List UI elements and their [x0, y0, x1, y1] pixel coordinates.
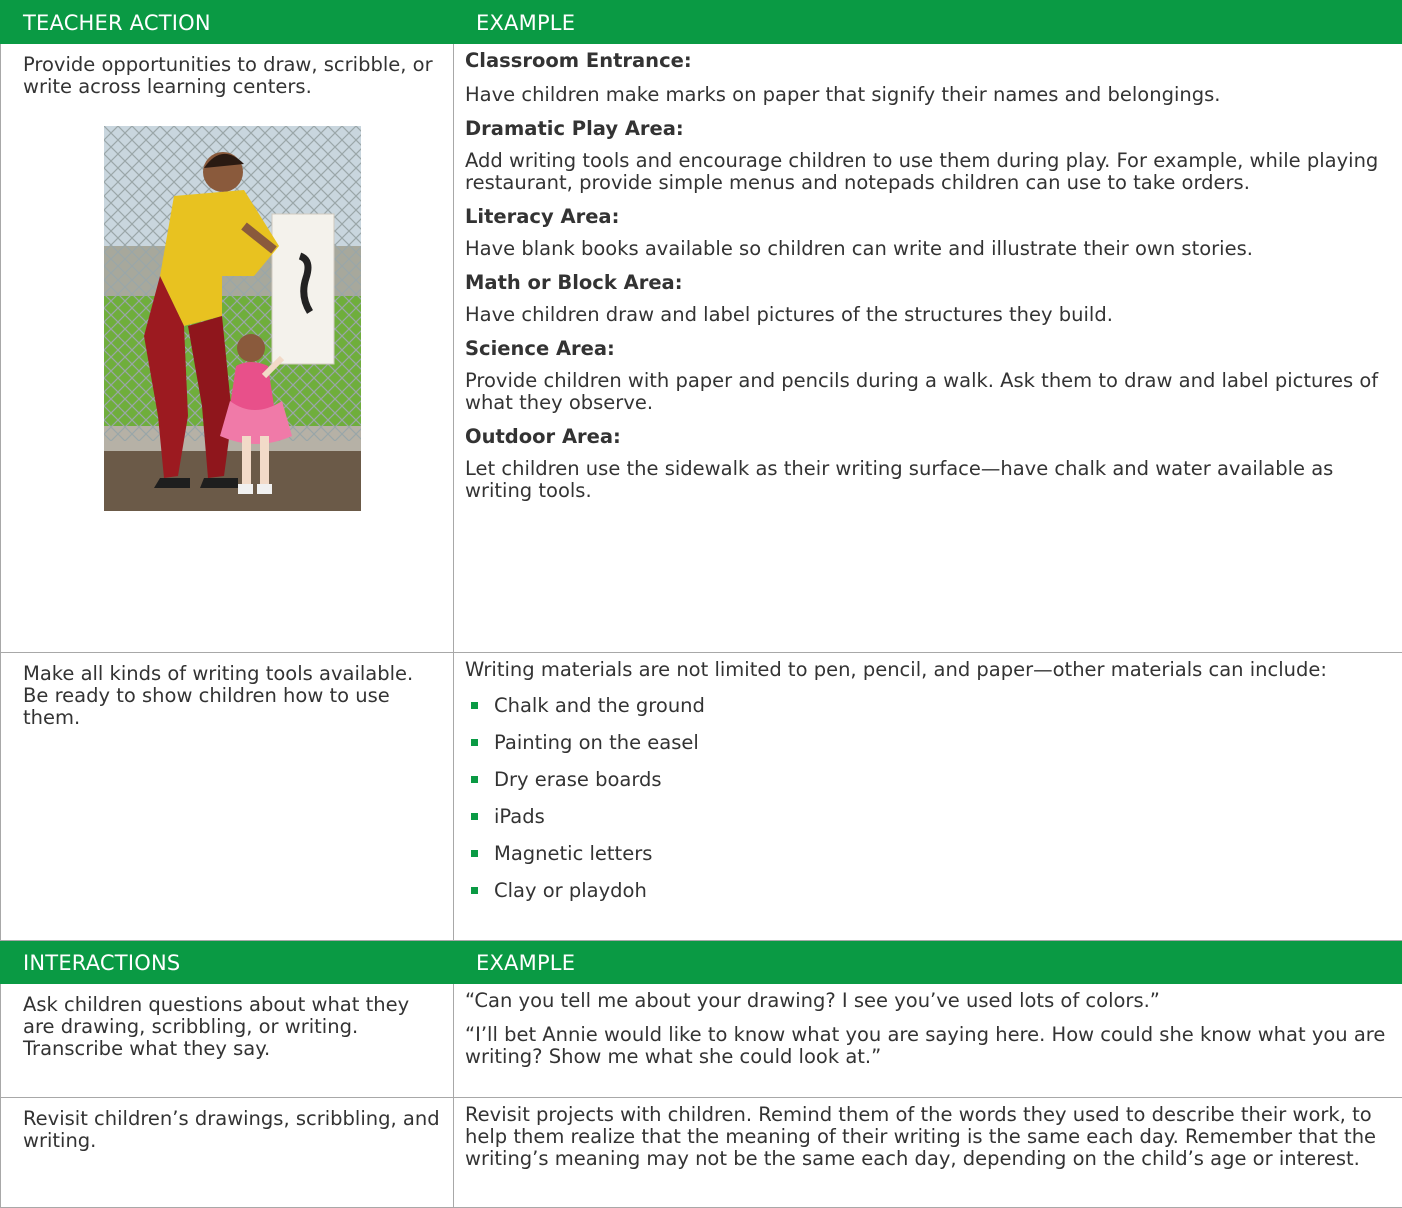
- list-item-label: Clay or playdoh: [494, 879, 647, 902]
- action-text: Ask children questions about what they are drawing, scribbling, or writing. Transcribe what they say.: [23, 994, 443, 1060]
- materials-list: [465, 695, 1386, 917]
- header-cell: [1, 1, 454, 44]
- action-cell: [1, 44, 454, 653]
- center-heading: Dramatic Play Area:: [465, 118, 1386, 140]
- header-cell: [1, 941, 454, 984]
- action-text: Revisit children’s drawings, scribbling, and writing.: [23, 1108, 443, 1152]
- materials-intro: Writing materials are not limited to pen, pencil, and paper—other materials can include:: [465, 659, 1386, 681]
- list-item: [465, 806, 1386, 843]
- example-quote: “Can you tell me about your drawing? I see you’ve used lots of colors.”: [465, 990, 1386, 1012]
- center-text: Have blank books available so children can write and illustrate their own stories.: [465, 238, 1386, 260]
- table-row: [1, 44, 1402, 653]
- bullet-icon: [471, 776, 478, 783]
- example-cell: [454, 44, 1402, 653]
- center-text: Add writing tools and encourage children to use them during play. For example, while playing restaurant, provide simple menus and notepads children can use to take orders.: [465, 150, 1386, 194]
- center-text: Have children draw and label pictures of the structures they build.: [465, 304, 1386, 326]
- example-cell: [454, 1098, 1402, 1208]
- center-heading: Literacy Area:: [465, 206, 1386, 228]
- header-cell: [454, 1, 1402, 44]
- list-item-label: Painting on the easel: [494, 731, 699, 754]
- list-item: [465, 880, 1386, 917]
- list-item-label: Chalk and the ground: [494, 694, 705, 717]
- header-teacher-action: TEACHER ACTION: [1, 1, 453, 35]
- center-text: Let children use the sidewalk as their writing surface—have chalk and water available as writing tools.: [465, 458, 1386, 502]
- header-row-teacher-action: [1, 1, 1402, 44]
- center-text: Provide children with paper and pencils during a walk. Ask them to draw and label pictures of what they observe.: [465, 370, 1386, 414]
- action-cell: [1, 984, 454, 1098]
- teacher-child-photo: [104, 126, 361, 511]
- example-text: Revisit projects with children. Remind them of the words they used to describe their work, to help them realize that the meaning of their writing is the same each day. Remember that the writing’s meaning may not be the same each day, depending on the child’s age or interest.: [465, 1104, 1386, 1170]
- header-example: EXAMPLE: [454, 1, 1402, 35]
- header-example: EXAMPLE: [454, 941, 1402, 975]
- bullet-icon: [471, 850, 478, 857]
- table-row: [1, 653, 1402, 941]
- action-text: Provide opportunities to draw, scribble, or write across learning centers.: [23, 54, 443, 98]
- list-item-label: iPads: [494, 805, 545, 828]
- bullet-icon: [471, 739, 478, 746]
- example-cell: [454, 653, 1402, 941]
- action-cell: [1, 653, 454, 941]
- action-text: Make all kinds of writing tools available. Be ready to show children how to use them.: [23, 663, 443, 729]
- list-item: [465, 695, 1386, 732]
- header-cell: [454, 941, 1402, 984]
- action-cell: [1, 1098, 454, 1208]
- list-item-label: Magnetic letters: [494, 842, 652, 865]
- center-heading: Outdoor Area:: [465, 426, 1386, 448]
- header-interactions: INTERACTIONS: [1, 941, 453, 975]
- example-quote: “I’ll bet Annie would like to know what you are saying here. How could she know what you are writing? Show me what she could look at.”: [465, 1024, 1386, 1068]
- center-heading: Math or Block Area:: [465, 272, 1386, 294]
- table-row: [1, 1098, 1402, 1208]
- list-item: [465, 843, 1386, 880]
- bullet-icon: [471, 702, 478, 709]
- center-heading: Science Area:: [465, 338, 1386, 360]
- example-cell: [454, 984, 1402, 1098]
- list-item-label: Dry erase boards: [494, 768, 662, 791]
- center-text: Have children make marks on paper that signify their names and belongings.: [465, 84, 1386, 106]
- bullet-icon: [471, 887, 478, 894]
- list-item: [465, 732, 1386, 769]
- bullet-icon: [471, 813, 478, 820]
- list-item: [465, 769, 1386, 806]
- table-row: [1, 984, 1402, 1098]
- header-row-interactions: [1, 941, 1402, 984]
- center-heading: Classroom Entrance:: [465, 50, 1386, 72]
